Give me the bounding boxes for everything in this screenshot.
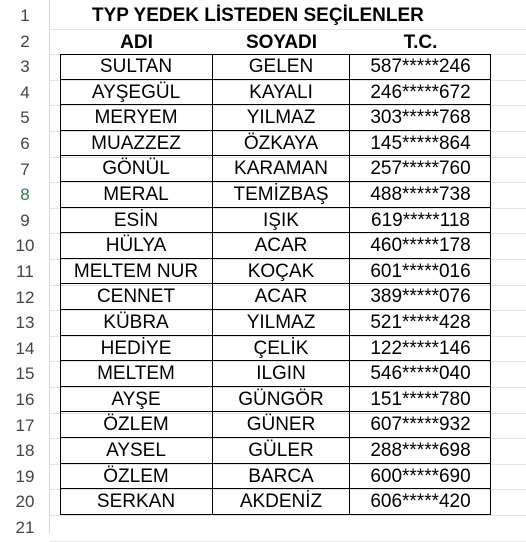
cell-first-name[interactable]: KÜBRA xyxy=(60,310,213,336)
cell-id[interactable]: 546*****040 xyxy=(370,363,471,385)
cell-id[interactable]: 607*****932 xyxy=(370,414,471,436)
cell-id[interactable]: 600*****690 xyxy=(370,465,471,487)
table-row xyxy=(60,233,491,259)
cell-id[interactable]: 619*****118 xyxy=(371,209,470,231)
cell-first-name[interactable]: ESİN xyxy=(60,208,213,234)
row-number[interactable]: 21 xyxy=(15,518,35,537)
cell-last-name[interactable]: AKDENİZ xyxy=(213,489,350,515)
cell-first-name[interactable]: AYSEL xyxy=(60,438,213,464)
table-row xyxy=(60,54,491,80)
table-row xyxy=(60,310,491,336)
cell-last-name[interactable]: ÖZKAYA xyxy=(213,131,350,157)
row-number[interactable]: 6 xyxy=(20,134,30,153)
row-number[interactable]: 3 xyxy=(20,57,30,77)
cell-id[interactable]: 488*****738 xyxy=(370,184,471,205)
sheet-title[interactable]: TYP YEDEK LİSTEDEN SEÇİLENLER xyxy=(92,5,424,26)
row-number[interactable]: 1 xyxy=(20,6,30,25)
cell-last-name[interactable]: IŞIK xyxy=(213,208,350,234)
cell-last-name[interactable]: KOÇAK xyxy=(213,259,350,285)
cell-first-name[interactable]: HÜLYA xyxy=(60,233,213,259)
table-row xyxy=(60,284,491,310)
cell-last-name[interactable]: YILMAZ xyxy=(213,310,350,336)
row-number[interactable]: 15 xyxy=(15,364,35,384)
cell-last-name[interactable]: ILGIN xyxy=(213,361,350,387)
row-number[interactable]: 12 xyxy=(15,287,35,307)
column-header-last-name[interactable]: SOYADI xyxy=(245,32,318,53)
cell-last-name[interactable]: ÇELİK xyxy=(213,336,350,362)
table-row xyxy=(60,464,491,490)
row-number[interactable]: 19 xyxy=(15,466,35,486)
cell-first-name[interactable]: AYŞEGÜL xyxy=(60,80,213,106)
cell-first-name[interactable]: AYŞE xyxy=(60,387,213,413)
row-number[interactable]: 10 xyxy=(15,236,35,256)
cell-id[interactable]: 521*****428 xyxy=(370,312,471,333)
row-number[interactable]: 9 xyxy=(20,210,30,230)
gridline xyxy=(50,515,526,516)
cell-first-name[interactable]: GÖNÜL xyxy=(60,156,213,182)
table-row xyxy=(60,438,491,464)
table-row xyxy=(60,182,491,208)
row-number[interactable]: 5 xyxy=(20,108,30,128)
row-number[interactable]: 11 xyxy=(16,262,34,281)
table-row xyxy=(60,208,491,234)
cell-first-name[interactable]: SERKAN xyxy=(60,489,213,515)
cell-last-name[interactable]: ACAR xyxy=(213,284,350,310)
row-number-gutter xyxy=(0,0,50,537)
cell-id[interactable]: 288*****698 xyxy=(370,440,471,461)
table-row xyxy=(60,131,491,157)
row-number[interactable]: 20 xyxy=(15,492,35,512)
row-number[interactable]: 4 xyxy=(20,82,30,102)
cell-last-name[interactable]: GÜLER xyxy=(213,438,350,464)
cell-first-name[interactable]: MELTEM NUR xyxy=(60,259,213,285)
cell-first-name[interactable]: ÖZLEM xyxy=(60,464,213,490)
cell-last-name[interactable]: KAYALI xyxy=(213,80,350,106)
cell-last-name[interactable]: YILMAZ xyxy=(213,105,350,131)
column-header-id[interactable]: T.C. xyxy=(403,32,438,53)
row-number[interactable]: 8 xyxy=(20,185,30,205)
cell-id[interactable]: 303*****768 xyxy=(370,107,471,129)
row-number[interactable]: 13 xyxy=(15,313,35,333)
cell-first-name[interactable]: MUAZZEZ xyxy=(60,131,213,157)
table-row xyxy=(60,259,491,285)
row-number[interactable]: 17 xyxy=(15,415,35,435)
cell-first-name[interactable]: MERAL xyxy=(60,182,213,208)
row-number[interactable]: 16 xyxy=(15,390,35,409)
table-row xyxy=(60,412,491,438)
cell-first-name[interactable]: ÖZLEM xyxy=(60,412,213,438)
cell-last-name[interactable]: GÜNER xyxy=(213,412,350,438)
table-row xyxy=(60,80,491,106)
cell-id[interactable]: 460*****178 xyxy=(370,235,471,257)
cell-first-name[interactable]: SULTAN xyxy=(60,54,213,80)
cell-id[interactable]: 389*****076 xyxy=(370,286,471,308)
cell-id[interactable]: 122*****146 xyxy=(370,337,471,359)
row-number[interactable]: 2 xyxy=(20,31,30,51)
gridline xyxy=(50,541,526,542)
cell-id[interactable]: 606*****420 xyxy=(370,491,471,513)
table-row xyxy=(60,105,491,131)
cell-last-name[interactable]: TEMİZBAŞ xyxy=(213,182,350,208)
table-row xyxy=(60,336,491,362)
cell-id[interactable]: 145*****864 xyxy=(370,132,471,154)
cell-last-name[interactable]: BARCA xyxy=(213,464,350,490)
cell-last-name[interactable]: KARAMAN xyxy=(213,156,350,182)
cell-id[interactable]: 257*****760 xyxy=(370,158,471,180)
table-row xyxy=(60,489,491,515)
cell-last-name[interactable]: GELEN xyxy=(213,54,350,80)
column-header-first-name[interactable]: ADI xyxy=(120,32,153,53)
table-row xyxy=(60,361,491,387)
row-number[interactable]: 18 xyxy=(15,441,35,461)
cell-first-name[interactable]: MERYEM xyxy=(60,105,213,131)
cell-last-name[interactable]: ACAR xyxy=(213,233,350,259)
row-number[interactable]: 14 xyxy=(15,338,35,358)
row-number[interactable]: 7 xyxy=(20,159,30,179)
cell-first-name[interactable]: MELTEM xyxy=(60,361,213,387)
cell-first-name[interactable]: HEDİYE xyxy=(60,336,213,362)
cell-id[interactable]: 151*****780 xyxy=(370,388,471,410)
cell-id[interactable]: 601*****016 xyxy=(370,260,471,282)
cell-id[interactable]: 246*****672 xyxy=(370,81,471,103)
table-row xyxy=(60,156,491,182)
cell-id[interactable]: 587*****246 xyxy=(370,56,471,77)
table-row xyxy=(60,387,491,413)
cell-first-name[interactable]: CENNET xyxy=(60,284,213,310)
cell-last-name[interactable]: GÜNGÖR xyxy=(213,387,350,413)
